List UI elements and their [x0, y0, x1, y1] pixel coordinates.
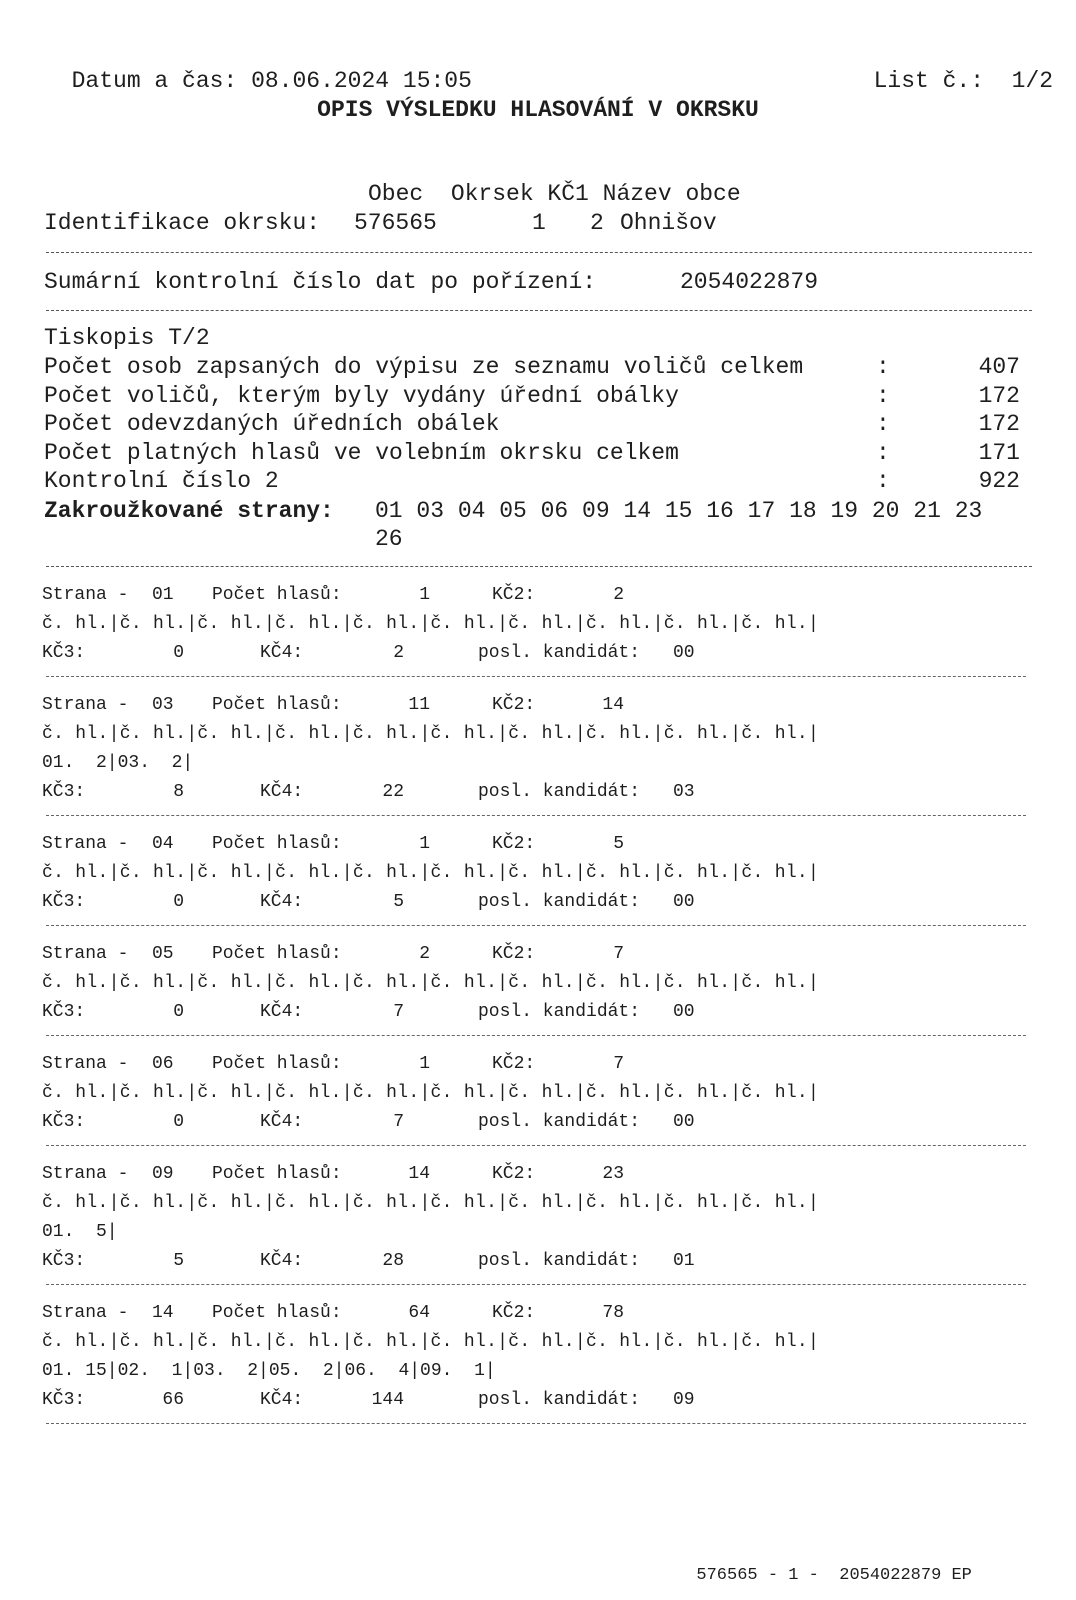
party-kc4-label: KČ4:: [260, 1251, 304, 1271]
circled-parties-line1: 01 03 04 05 06 09 14 15 16 17 18 19 20 21 23: [375, 498, 983, 524]
party-strana-label: Strana -: [42, 1164, 129, 1184]
party-kc3-value: 8: [173, 782, 184, 802]
party-kc3-label: KČ3:: [42, 782, 86, 802]
party-last-candidate-value: 00: [673, 1112, 695, 1132]
party-votes-value: 1: [419, 1054, 430, 1074]
party-last-candidate-value: 00: [673, 1002, 695, 1022]
party-kc3-label: KČ3:: [42, 1112, 86, 1132]
party-kc4-value: 2: [393, 643, 404, 663]
divider: [46, 1423, 1026, 1424]
party-kc4-value: 28: [382, 1251, 404, 1271]
party-kc4-label: KČ4:: [260, 1002, 304, 1022]
party-kc2-label: KČ2:: [492, 1164, 536, 1184]
party-number: 04: [152, 834, 174, 854]
party-strana-label: Strana -: [42, 834, 129, 854]
party-kc2-value: 23: [602, 1164, 624, 1184]
party-last-candidate-value: 00: [673, 643, 695, 663]
party-last-candidate-label: posl. kandidát:: [478, 1002, 641, 1022]
footer-separator: -: [767, 1566, 779, 1585]
form-row-label: Kontrolní číslo 2: [44, 468, 279, 494]
party-votes-label: Počet hlasů:: [212, 695, 342, 715]
form-row-value: 172: [978, 383, 1020, 409]
party-kc3-value: 0: [173, 892, 184, 912]
party-kc2-value: 2: [613, 585, 624, 605]
party-number: 14: [152, 1303, 174, 1323]
party-kc3-value: 0: [173, 1112, 184, 1132]
footer-suffix: EP: [951, 1566, 972, 1585]
party-kc2-value: 78: [602, 1303, 624, 1323]
divider: [46, 1145, 1026, 1146]
party-last-candidate-label: posl. kandidát:: [478, 892, 641, 912]
party-votes-label: Počet hlasů:: [212, 834, 342, 854]
okrsek-number: 1: [532, 210, 546, 236]
sheet-number: [846, 38, 1053, 96]
form-row-colon: :: [876, 383, 890, 409]
party-strana-label: Strana -: [42, 944, 129, 964]
divider: [46, 310, 1032, 311]
divider: [46, 1035, 1026, 1036]
party-last-candidate-value: 00: [673, 892, 695, 912]
footer-id: [676, 1547, 972, 1585]
party-kc2-label: KČ2:: [492, 695, 536, 715]
party-last-candidate-label: posl. kandidát:: [478, 1251, 641, 1271]
form-row-colon: :: [876, 468, 890, 494]
party-kc3-label: KČ3:: [42, 1251, 86, 1271]
party-kc2-value: 7: [613, 1054, 624, 1074]
party-strana-label: Strana -: [42, 695, 129, 715]
party-kc4-value: 7: [393, 1112, 404, 1132]
circled-parties-line2: 26: [375, 526, 403, 552]
party-kc2-label: KČ2:: [492, 1054, 536, 1074]
footer-checksum: 2054022879: [839, 1566, 942, 1585]
divider: [46, 566, 1032, 567]
form-row-label: Počet voličů, kterým byly vydány úřední obálky: [44, 383, 679, 409]
party-votes-label: Počet hlasů:: [212, 1303, 342, 1323]
party-votes-label: Počet hlasů:: [212, 1164, 342, 1184]
party-kc3-value: 0: [173, 1002, 184, 1022]
preference-grid-header: č. hl.|č. hl.|č. hl.|č. hl.|č. hl.|č. hl.|č. hl.|č. hl.|č. hl.|č. hl.|: [42, 614, 820, 634]
obec-name: Ohnišov: [620, 210, 717, 236]
party-kc4-label: KČ4:: [260, 782, 304, 802]
party-votes-value: 2: [419, 944, 430, 964]
party-kc4-value: 7: [393, 1002, 404, 1022]
party-kc3-label: KČ3:: [42, 1390, 86, 1410]
divider: [46, 1284, 1026, 1285]
circled-parties-label: Zakroužkované strany:: [44, 498, 334, 524]
party-last-candidate-value: 09: [673, 1390, 695, 1410]
form-title: Tiskopis T/2: [44, 325, 210, 351]
form-row-colon: :: [876, 440, 890, 466]
sheet-label: List č.:: [873, 68, 985, 94]
form-row-value: 171: [978, 440, 1020, 466]
party-kc2-label: KČ2:: [492, 585, 536, 605]
party-strana-label: Strana -: [42, 585, 129, 605]
party-votes-label: Počet hlasů:: [212, 944, 342, 964]
footer-obec: 576565: [696, 1566, 758, 1585]
party-votes-label: Počet hlasů:: [212, 1054, 342, 1074]
preference-grid-header: č. hl.|č. hl.|č. hl.|č. hl.|č. hl.|č. hl.|č. hl.|č. hl.|č. hl.|č. hl.|: [42, 973, 820, 993]
party-votes-value: 1: [419, 834, 430, 854]
party-kc2-value: 5: [613, 834, 624, 854]
party-kc4-value: 22: [382, 782, 404, 802]
party-kc3-value: 0: [173, 643, 184, 663]
datetime-value: 08.06.2024 15:05: [251, 68, 472, 94]
footer-okrsek: 1: [788, 1566, 799, 1585]
party-votes-label: Počet hlasů:: [212, 585, 342, 605]
form-row-label: Počet osob zapsaných do výpisu ze seznamu voličů celkem: [44, 354, 804, 380]
form-row-colon: :: [876, 354, 890, 380]
party-kc2-label: KČ2:: [492, 1303, 536, 1323]
preference-votes: 01. 2|03. 2|: [42, 753, 194, 773]
party-kc2-value: 7: [613, 944, 624, 964]
datetime-line: [44, 38, 472, 96]
party-kc4-value: 5: [393, 892, 404, 912]
party-strana-label: Strana -: [42, 1303, 129, 1323]
party-kc3-label: KČ3:: [42, 1002, 86, 1022]
party-number: 06: [152, 1054, 174, 1074]
party-strana-label: Strana -: [42, 1054, 129, 1074]
party-number: 09: [152, 1164, 174, 1184]
party-kc4-label: KČ4:: [260, 892, 304, 912]
party-last-candidate-label: posl. kandidát:: [478, 1390, 641, 1410]
preference-votes: 01. 15|02. 1|03. 2|05. 2|06. 4|09. 1|: [42, 1361, 496, 1381]
party-kc2-label: KČ2:: [492, 834, 536, 854]
page-title: OPIS VÝSLEDKU HLASOVÁNÍ V OKRSKU: [317, 97, 759, 123]
divider: [46, 676, 1026, 677]
preference-grid-header: č. hl.|č. hl.|č. hl.|č. hl.|č. hl.|č. hl.|č. hl.|č. hl.|č. hl.|č. hl.|: [42, 1193, 820, 1213]
checksum-value: 2054022879: [680, 269, 819, 295]
party-votes-value: 1: [419, 585, 430, 605]
party-kc3-value: 5: [173, 1251, 184, 1271]
form-row-label: Počet odevzdaných úředních obálek: [44, 411, 500, 437]
preference-grid-header: č. hl.|č. hl.|č. hl.|č. hl.|č. hl.|č. hl.|č. hl.|č. hl.|č. hl.|č. hl.|: [42, 863, 820, 883]
datetime-label: Datum a čas:: [71, 68, 238, 94]
checksum-label: Sumární kontrolní číslo dat po pořízení:: [44, 269, 597, 295]
form-row-value: 172: [978, 411, 1020, 437]
kc1-value: 2: [590, 210, 604, 236]
form-row-colon: :: [876, 411, 890, 437]
party-kc2-value: 14: [602, 695, 624, 715]
form-row-label: Počet platných hlasů ve volebním okrsku celkem: [44, 440, 679, 466]
party-last-candidate-label: posl. kandidát:: [478, 782, 641, 802]
obec-code: 576565: [354, 210, 437, 236]
preference-grid-header: č. hl.|č. hl.|č. hl.|č. hl.|č. hl.|č. hl.|č. hl.|č. hl.|č. hl.|č. hl.|: [42, 724, 820, 744]
party-last-candidate-label: posl. kandidát:: [478, 643, 641, 663]
party-kc4-label: KČ4:: [260, 1390, 304, 1410]
party-last-candidate-label: posl. kandidát:: [478, 1112, 641, 1132]
party-kc4-label: KČ4:: [260, 643, 304, 663]
party-kc4-value: 144: [371, 1390, 404, 1410]
identification-label: Identifikace okrsku:: [44, 210, 321, 236]
party-kc2-label: KČ2:: [492, 944, 536, 964]
preference-votes: 01. 5|: [42, 1222, 118, 1242]
identification-col-headers: Obec Okrsek KČ1 Název obce: [368, 181, 741, 207]
divider: [46, 252, 1032, 253]
divider: [46, 925, 1026, 926]
form-row-value: 922: [978, 468, 1020, 494]
preference-grid-header: č. hl.|č. hl.|č. hl.|č. hl.|č. hl.|č. hl.|č. hl.|č. hl.|č. hl.|č. hl.|: [42, 1332, 820, 1352]
party-kc3-label: KČ3:: [42, 643, 86, 663]
divider: [46, 815, 1026, 816]
party-kc4-label: KČ4:: [260, 1112, 304, 1132]
party-kc3-value: 66: [162, 1390, 184, 1410]
party-last-candidate-value: 03: [673, 782, 695, 802]
party-number: 03: [152, 695, 174, 715]
party-kc3-label: KČ3:: [42, 892, 86, 912]
party-votes-value: 64: [408, 1303, 430, 1323]
party-number: 01: [152, 585, 174, 605]
party-votes-value: 14: [408, 1164, 430, 1184]
party-votes-value: 11: [408, 695, 430, 715]
party-number: 05: [152, 944, 174, 964]
footer-separator: -: [808, 1566, 819, 1585]
preference-grid-header: č. hl.|č. hl.|č. hl.|č. hl.|č. hl.|č. hl.|č. hl.|č. hl.|č. hl.|č. hl.|: [42, 1083, 820, 1103]
party-last-candidate-value: 01: [673, 1251, 695, 1271]
sheet-value: 1/2: [1011, 68, 1054, 94]
form-row-value: 407: [978, 354, 1020, 380]
